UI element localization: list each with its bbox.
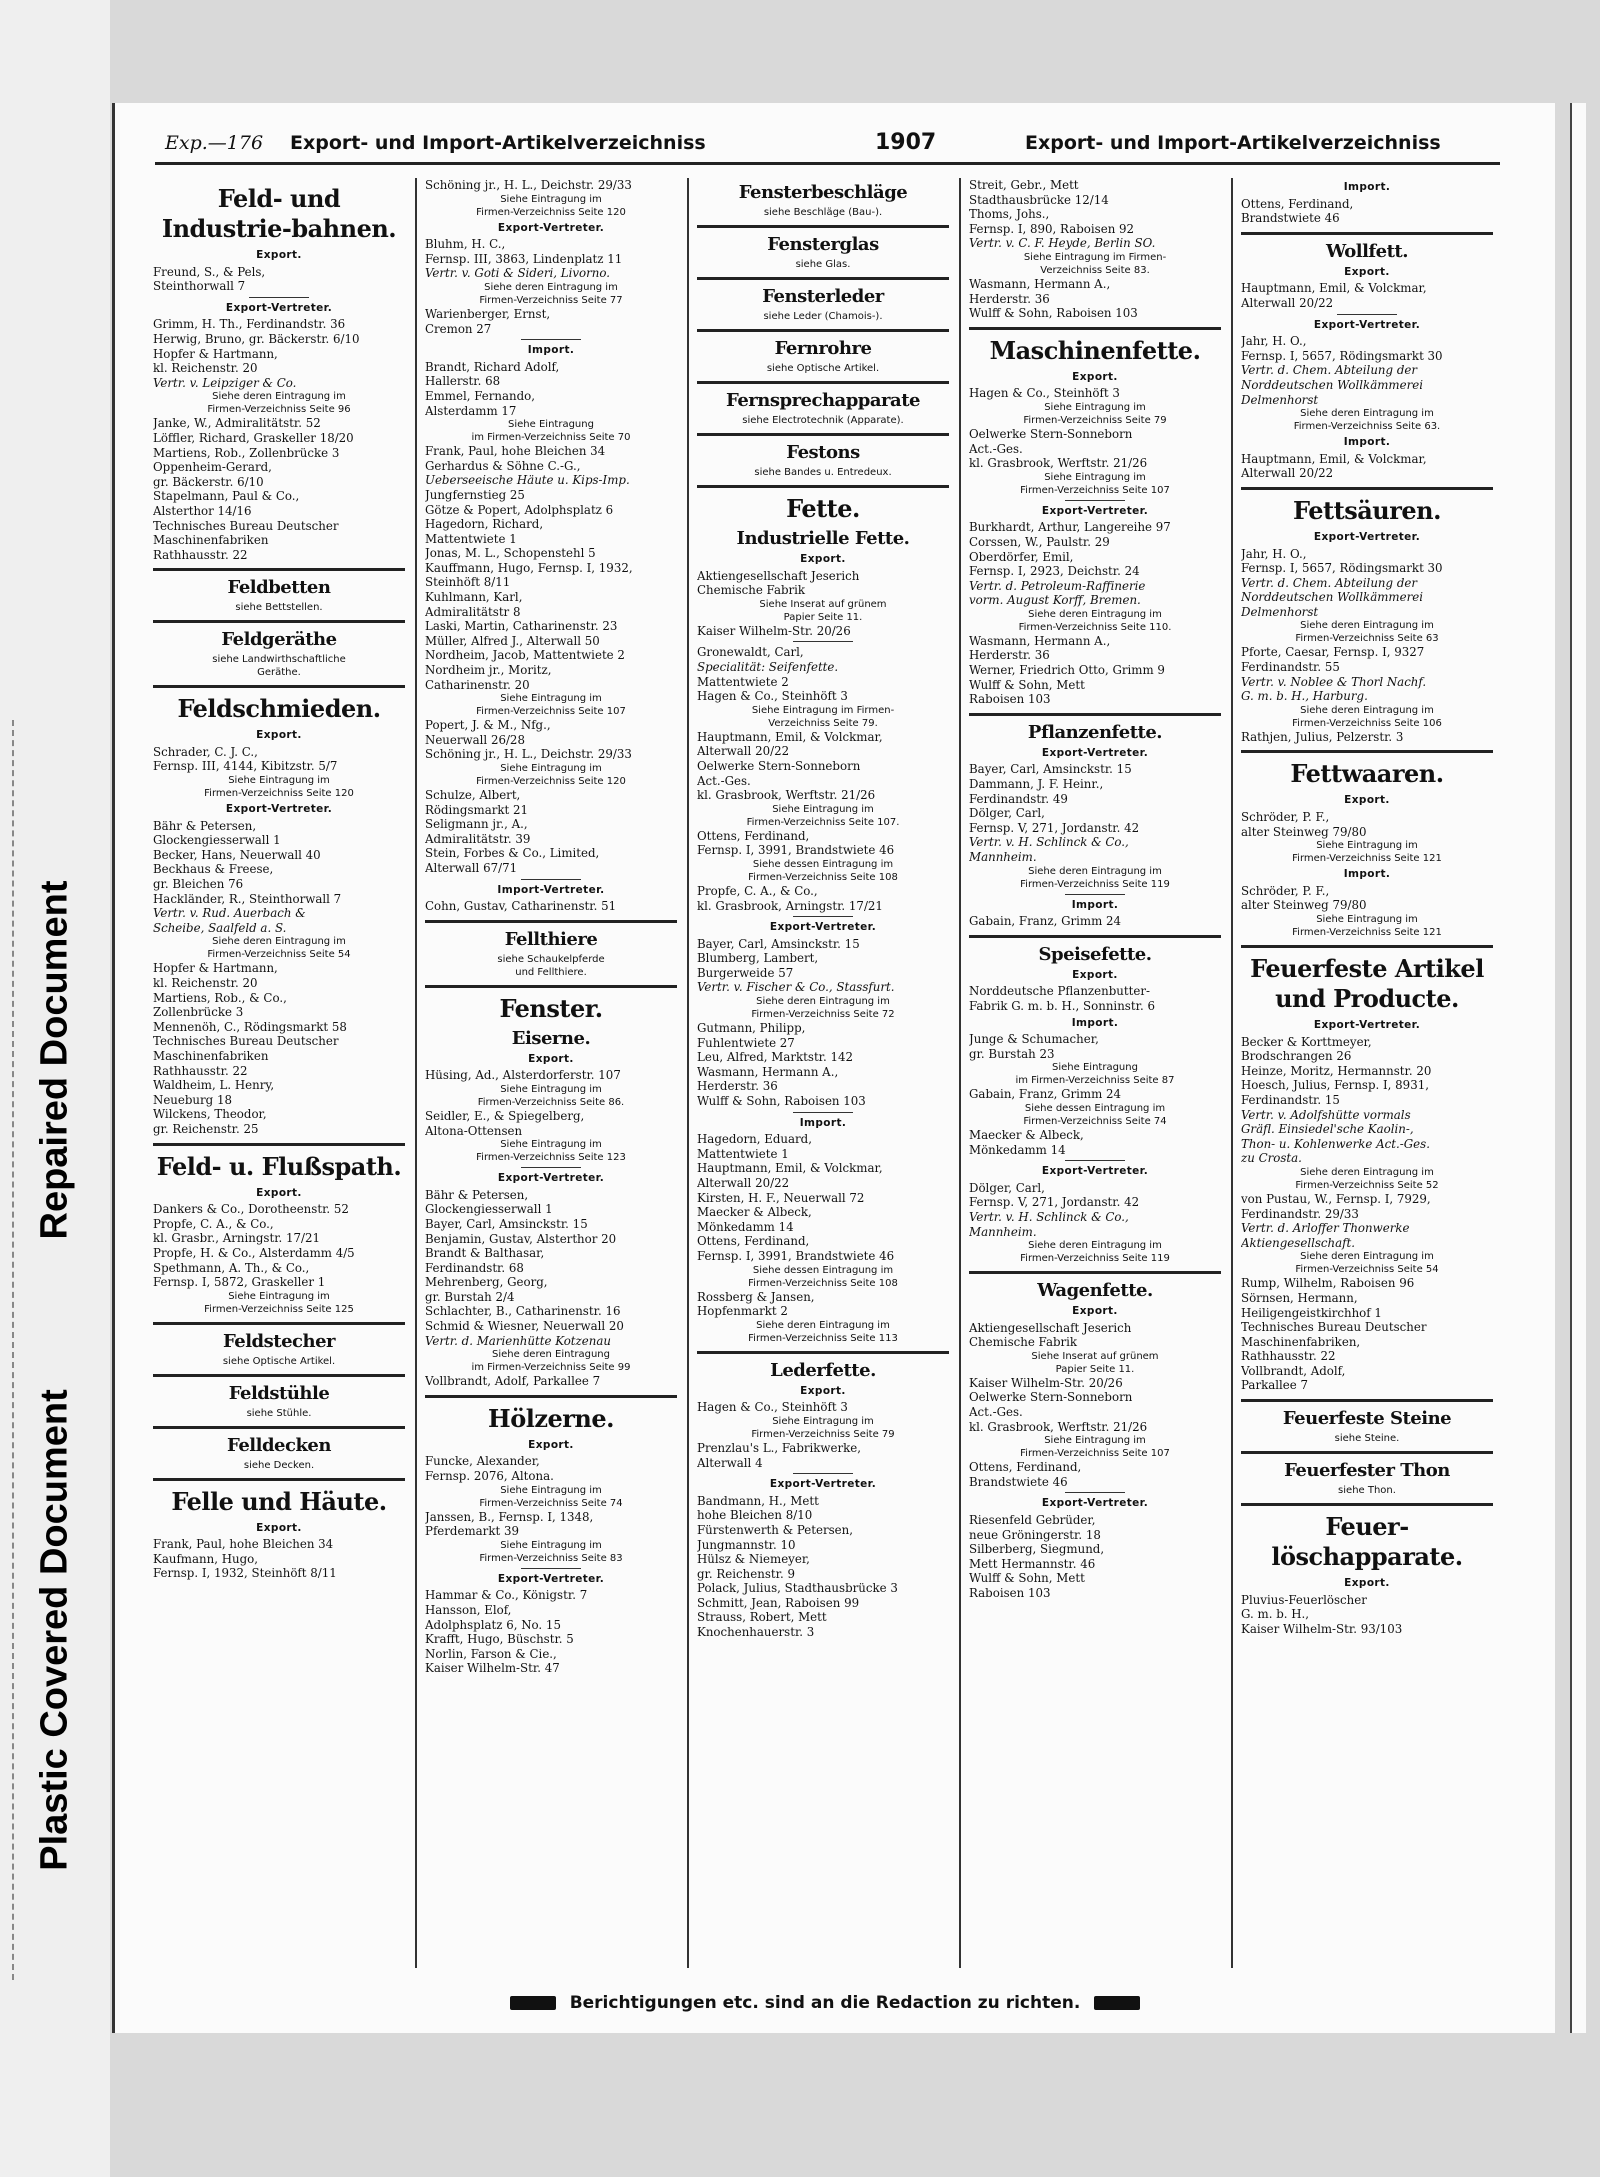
category-label: Import. <box>527 344 575 357</box>
category-label: Export-Vertreter. <box>225 301 333 314</box>
subsection-heading: Industrielle Fette. <box>736 528 910 549</box>
short-divider <box>1065 894 1125 895</box>
cross-reference: Siehe Eintragung im Firmen-Verzeichniss Seite 125 <box>204 1290 354 1315</box>
cross-reference: siehe Electrotechnik (Apparate). <box>742 415 904 426</box>
header-title-left: Export- und Import-Artikelverzeichniss <box>290 132 706 154</box>
section-divider <box>1241 750 1493 753</box>
section-heading: Fenster. <box>499 993 603 1023</box>
cross-reference: Siehe deren Eintragung im Firmen-Verzeichniss Seite 52 <box>1295 1166 1439 1191</box>
section-divider <box>969 935 1221 938</box>
firm-entry: Kaiser Wilhelm-Str. 20/26 Oelwerke Stern-Sonneborn Act.-Ges. kl. Grasbrook, Werftstr. 21/26 <box>969 1375 1148 1434</box>
header-title-right: Export- und Import-Artikelverzeichniss <box>1025 132 1441 154</box>
agency-note: Vertr. v. Goti & Sideri, Livorno. <box>425 266 610 281</box>
subsection-heading: Feldbetten <box>227 577 331 599</box>
category-label: Import. <box>1343 436 1391 449</box>
cross-reference: Siehe deren Eintragung im Firmen-Verzeichniss Seite 99 <box>471 1349 631 1374</box>
firm-entry: Jahr, H. O., Fernsp. I, 5657, Rödingsmarkt 30 <box>1241 546 1443 576</box>
cross-reference: Siehe Eintragung im Firmen-Verzeichniss Seite 70 <box>471 419 631 444</box>
firm-entry: Pforte, Caesar, Fernsp. I, 9327 Ferdinandstr. 55 <box>1241 645 1425 675</box>
cross-reference: Siehe deren Eintragung im Firmen-Verzeichniss Seite 63 <box>1295 620 1439 645</box>
subsection-heading: Felldecken <box>227 1434 331 1456</box>
short-divider <box>1065 500 1125 501</box>
next-page-edge <box>1570 103 1586 2033</box>
cross-reference: Siehe Eintragung im Firmen-Verzeichniss Seite 120 <box>476 193 626 218</box>
firm-entry: Hauptmann, Emil, & Volckmar, Alterwall 20/22 Oelwerke Stern-Sonneborn Act.-Ges. kl. Grasbrook, Werftstr. 21/26 <box>697 729 883 803</box>
category-label: Export. <box>1344 794 1390 807</box>
column-rule <box>415 178 417 1968</box>
firm-entry: Frank, Paul, hohe Bleichen 34 Kaufmann, Hugo, Fernsp. I, 1932, Steinhöft 8/11 <box>153 1537 337 1581</box>
section-divider <box>697 277 949 280</box>
category-label: Export-Vertreter. <box>1041 1497 1149 1510</box>
subsection-heading: Festons <box>786 442 860 463</box>
agency-note: Vertr. d. Chem. Abteilung der Norddeutschen Wollkämmerei Delmenhorst <box>1241 575 1423 619</box>
cross-reference: Siehe Eintragung im Firmen-Verzeichniss Seite 87 <box>1015 1062 1175 1087</box>
short-divider <box>249 297 309 298</box>
firm-entry: Gutmann, Philipp, Fuhlentwiete 27 Leu, Alfred, Marktstr. 142 Wasmann, Hermann A., Herderstr. 36 Wulff & Sohn, Raboisen 103 <box>697 1021 866 1109</box>
short-divider <box>521 339 581 340</box>
category-label: Import. <box>799 1116 847 1129</box>
column-4 <box>969 178 1221 1968</box>
firm-entry: Hopfer & Hartmann, kl. Reichenstr. 20 Martiens, Rob., & Co., Zollenbrücke 3 Mennenöh, C., Rödingsmarkt 58 Technisches Bureau Deutscher Maschinenfabriken Rathhausstr. 22 Waldheim, L. Henry, Neueburg 18 Wilckens, Theodor, gr. Reichenstr. 25 <box>153 961 347 1136</box>
cross-reference: Siehe Eintragung im Firmen-Verzeichniss Seite 123 <box>476 1139 626 1164</box>
plastic-covered-label: Plastic Covered Document <box>33 1389 76 1871</box>
category-label: Export. <box>256 1521 302 1534</box>
firm-entry: Cohn, Gustav, Catharinenstr. 51 <box>425 899 617 914</box>
subsection-heading: Feldstecher <box>222 1330 336 1352</box>
cross-reference: Siehe deren Eintragung im Firmen-Verzeichniss Seite 63. <box>1293 408 1441 433</box>
cross-reference: Siehe deren Eintragung im Firmen-Verzeichniss Seite 110. <box>1018 608 1172 633</box>
section-divider <box>153 1478 405 1481</box>
firm-entry: Ottens, Ferdinand, Brandstwiete 46 <box>969 1460 1082 1489</box>
agency-note: Vertr. v. H. Schlinck & Co., Mannheim. <box>969 835 1129 864</box>
subsection-heading: Lederfette. <box>770 1359 876 1381</box>
cross-reference: siehe Optische Artikel. <box>766 363 880 374</box>
agency-note: Vertr. v. Leipziger & Co. <box>153 375 297 390</box>
firm-entry: Gabain, Franz, Grimm 24 <box>969 914 1122 929</box>
short-divider <box>793 1112 853 1113</box>
firm-entry: von Pustau, W., Fernsp. I, 7929, Ferdinandstr. 29/33 <box>1241 1191 1431 1221</box>
page-footer <box>375 1993 1275 2013</box>
firm-entry: Bayer, Carl, Amsinckstr. 15 Blumberg, Lambert, Burgerweide 57 <box>697 936 860 980</box>
subsection-heading: Speisefette. <box>1038 943 1152 965</box>
cross-reference: siehe Stühle. <box>246 1407 312 1419</box>
section-divider <box>1241 1451 1493 1454</box>
section-divider <box>697 225 949 228</box>
short-divider <box>793 1473 853 1474</box>
firm-entry: Janke, W., Admiralitätstr. 52 Löffler, Richard, Graskeller 18/20 Martiens, Rob., Zollenbrücke 3 Oppenheim-Gerard, gr. Bäckerstr. 6/10 Stapelmann, Paul & Co., Alsterthor 14/16 Technisches Bureau Deutscher Maschinenfabriken Rathhausstr. 22 <box>153 416 354 562</box>
cross-reference: Siehe deren Eintragung im Firmen-Verzeichniss Seite 106 <box>1292 704 1442 729</box>
firm-entry: Janssen, B., Fernsp. I, 1348, Pferdemarkt 39 <box>425 1509 594 1539</box>
subsection-heading: Eiserne. <box>511 1027 591 1049</box>
cross-reference: Siehe deren Eintragung im Firmen-Verzeichniss Seite 119 <box>1020 1240 1170 1265</box>
category-label: Export. <box>528 1052 574 1065</box>
firm-entry: Wasmann, Hermann A., Herderstr. 36 Werner, Friedrich Otto, Grimm 9 Wulff & Sohn, Mett Raboisen 103 <box>969 633 1165 707</box>
cross-reference: Siehe dessen Eintragung im Firmen-Verzeichniss Seite 108 <box>748 1264 898 1289</box>
firm-entry: Riesenfeld Gebrüder, neue Gröningerstr. 18 Silberberg, Siegmund, Mett Hermannstr. 46 Wulff & Sohn, Mett Raboisen 103 <box>969 1513 1105 1600</box>
short-divider <box>1337 314 1397 315</box>
cross-reference: siehe Leder (Chamois-). <box>763 311 883 322</box>
firm-entry: Popert, J. & M., Nfg., Neuerwall 26/28 Schöning jr., H. L., Deichstr. 29/33 <box>425 718 632 762</box>
firm-entry: Bluhm, H. C., Fernsp. III, 3863, Lindenplatz 11 <box>425 237 623 266</box>
cross-reference: Siehe Eintragung im Firmen-Verzeichniss Seite 121 <box>1292 914 1442 938</box>
section-divider <box>1241 945 1493 948</box>
section-heading: Feld- und Industrie-bahnen. <box>161 184 397 243</box>
firm-entry: Hagedorn, Eduard, Mattentwiete 1 Hauptmann, Emil, & Volckmar, Alterwall 20/22 Kirsten, H. F., Neuerwall 72 Maecker & Albeck, Mönkedamm 14 Ottens, Ferdinand, Fernsp. I, 3991, Brandstwiete 46 <box>697 1132 895 1263</box>
section-heading: Hölzerne. <box>488 1403 614 1433</box>
firm-entry: Rossberg & Jansen, Hopfenmarkt 2 <box>697 1289 815 1319</box>
firm-entry: Schöning jr., H. L., Deichstr. 29/33 <box>425 178 632 192</box>
firm-entry: Norddeutsche Pflanzenbutter- Fabrik G. m. b. H., Sonninstr. 6 <box>969 984 1155 1013</box>
agency-note: Vertr. d. Petroleum-Raffinerie vorm. August Korff, Bremen. <box>969 578 1146 608</box>
section-heading: Fettsäuren. <box>1293 495 1441 525</box>
firm-entry: Brandt, Richard Adolf, Hallerstr. 68 Emmel, Fernando, Alsterdamm 17 <box>425 359 560 418</box>
cross-reference: Siehe Eintragung im Firmen-Verzeichniss Seite 120 <box>476 763 626 787</box>
footer-text: Berichtigungen etc. sind an die Redaction zu richten. <box>569 1993 1081 2013</box>
firm-entry: Funcke, Alexander, Fernsp. 2076, Altona. <box>425 1454 554 1484</box>
section-divider <box>969 327 1221 330</box>
section-heading: Fette. <box>786 494 860 523</box>
section-heading: Maschinenfette. <box>989 335 1201 365</box>
section-heading: Feld- u. Flußspath. <box>156 1151 402 1181</box>
section-divider <box>969 1271 1221 1274</box>
cross-reference: Siehe Eintragung im Firmen-Verzeichniss Seite 121 <box>1292 840 1442 865</box>
category-label: Export. <box>528 1438 574 1451</box>
section-heading: Fettwaaren. <box>1290 759 1444 789</box>
cross-reference: Siehe Eintragung im Firmen- Verzeichniss Seite 79. <box>751 704 895 729</box>
firm-entry: Maecker & Albeck, Mönkedamm 14 <box>969 1127 1084 1157</box>
category-label: Export. <box>256 1186 302 1199</box>
firm-entry: Propfe, C. A., & Co., kl. Grasbrook, Arningstr. 17/21 <box>697 883 883 913</box>
subsection-heading: Fellthiere <box>504 928 598 950</box>
firm-entry: Jungfernstieg 25 Götze & Popert, Adolphsplatz 6 Hagedorn, Richard, Mattentwiete 1 Jonas, M. L., Schopenstehl 5 Kauffmann, Hugo, Fernsp. I, 1932, Steinhöft 8/11 Kuhlmann, Karl, Admiralitätstr 8 Laski, Martin, Catharinenstr. 23 Müller, Alfred J., Alterwall 50 Nordheim, Jacob, Mattentwiete 2 Nordheim jr., Moritz, Catharinenstr. 20 <box>425 487 633 692</box>
cross-reference: Siehe deren Eintragung im Firmen-Verzeichniss Seite 96 <box>207 391 351 416</box>
cross-reference: siehe Bandes u. Entredeux. <box>754 467 892 478</box>
subsection-heading: Fensterleder <box>762 286 884 307</box>
short-divider <box>793 916 853 917</box>
page-header <box>155 128 1500 165</box>
subsection-heading: Fensterbeschläge <box>738 182 908 203</box>
cross-reference: Siehe Eintragung im Firmen-Verzeichniss Seite 79 <box>1023 401 1167 426</box>
firm-entry: Ottens, Ferdinand, Fernsp. I, 3991, Brandstwiete 46 <box>697 828 895 858</box>
section-divider <box>1241 487 1493 490</box>
category-label: Import. <box>1071 1016 1119 1029</box>
category-label: Export-Vertreter. <box>497 1572 605 1585</box>
category-label: Export-Vertreter. <box>769 1478 877 1491</box>
cross-reference: Siehe deren Eintragung im Firmen-Verzeichniss Seite 72 <box>751 996 895 1021</box>
agency-note: Vertr. d. Arloffer Thonwerke Aktiengesellschaft. <box>1241 1221 1410 1250</box>
column-3 <box>697 178 949 1968</box>
section-divider <box>697 433 949 436</box>
subsection-heading: Wagenfette. <box>1037 1280 1153 1302</box>
section-divider <box>697 381 949 384</box>
subsection-heading: Fernrohre <box>774 338 872 359</box>
cross-reference: Siehe Eintragung im Firmen-Verzeichniss Seite 107 <box>1020 1435 1170 1460</box>
pointing-hand-icon <box>1094 1996 1140 2010</box>
firm-entry: Hauptmann, Emil, & Volckmar, Alterwall 20/22 <box>1241 451 1427 481</box>
cross-reference: Siehe deren Eintragung im Firmen-Verzeichniss Seite 54 <box>207 936 351 961</box>
cross-reference: Siehe Eintragung im Firmen-Verzeichniss Seite 79 <box>751 1415 895 1440</box>
short-divider <box>521 1568 581 1569</box>
firm-entry: Becker & Korttmeyer, Brodschrangen 26 Heinze, Moritz, Hermannstr. 20 Hoesch, Julius, Fernsp. I, 8931, Ferdinandstr. 15 <box>1241 1034 1432 1107</box>
cross-reference: siehe Landwirthschaftliche Geräthe. <box>212 654 346 679</box>
firm-entry: Pluvius-Feuerlöscher G. m. b. H., Kaiser Wilhelm-Str. 93/103 <box>1241 1592 1403 1636</box>
subsection-heading: Wollfett. <box>1325 240 1409 262</box>
cross-reference: Siehe deren Eintragung im Firmen-Verzeichniss Seite 54 <box>1295 1251 1439 1276</box>
agency-note: Ueberseeische Häute u. Kips-Imp. <box>425 473 630 488</box>
category-label: Export-Vertreter. <box>497 221 605 234</box>
firm-entry: Rump, Wilhelm, Raboisen 96 Sörnsen, Hermann, Heiligengeistkirchhof 1 Technisches Bureau Deutscher Maschinenfabriken, Rathhausstr. 22 Vollbrandt, Adolf, Parkallee 7 <box>1241 1276 1427 1393</box>
section-divider <box>153 1374 405 1377</box>
column-5 <box>1241 178 1493 1968</box>
category-label: Export-Vertreter. <box>1041 1165 1149 1178</box>
cross-reference: Siehe Inserat auf grünem Papier Seite 11. <box>759 598 887 623</box>
firm-entry: Bayer, Carl, Amsinckstr. 15 Dammann, J. F. Heinr., Ferdinandstr. 49 Dölger, Carl, Fernsp. V, 271, Jordanstr. 42 <box>969 762 1140 835</box>
category-label: Import. <box>1343 181 1391 193</box>
firm-entry: Gabain, Franz, Grimm 24 <box>969 1087 1122 1102</box>
column-rule <box>1231 178 1233 1968</box>
firm-entry: Schröder, P. F., alter Steinweg 79/80 <box>1241 883 1367 913</box>
agency-note: Vertr. v. C. F. Heyde, Berlin SO. <box>969 236 1156 251</box>
firm-entry: Burkhardt, Arthur, Langereihe 97 Corssen, W., Paulstr. 29 Oberdörfer, Emil, Fernsp. I, 2923, Deichstr. 24 <box>969 520 1171 579</box>
agency-note: Vertr. v. H. Schlinck & Co., Mannheim. <box>969 1209 1129 1239</box>
short-divider <box>1065 1492 1125 1493</box>
cross-reference: Siehe Inserat auf grünem Papier Seite 11. <box>1031 1350 1159 1375</box>
firm-entry: Junge & Schumacher, gr. Burstah 23 <box>969 1032 1099 1061</box>
section-divider <box>153 1143 405 1146</box>
firm-entry: Hagen & Co., Steinhöft 3 <box>969 386 1120 401</box>
firm-entry: Freund, S., & Pels, Steinthorwall 7 <box>153 264 266 294</box>
firm-entry: Hüsing, Ad., Alsterdorferstr. 107 <box>425 1068 621 1083</box>
category-label: Export-Vertreter. <box>1041 504 1149 517</box>
category-label: Import-Vertreter. <box>497 883 605 896</box>
section-divider <box>153 620 405 623</box>
cross-reference: siehe Schaukelpferde und Fellthiere. <box>497 953 605 978</box>
firm-entry: Vollbrandt, Adolf, Parkallee 7 <box>425 1374 601 1389</box>
category-label: Export. <box>1344 265 1390 278</box>
sidebar-margin <box>0 0 110 2177</box>
category-label: Export. <box>256 249 302 261</box>
category-label: Export. <box>1072 370 1118 383</box>
cross-reference: Siehe dessen Eintragung im Firmen-Verzeichniss Seite 74 <box>1023 1102 1167 1127</box>
agency-note: Vertr. v. Adolfshütte vormals Gräfl. Einsiedel'sche Kaolin-, Thon- u. Kohlenwerke Act.-Ges. zu Crosta. <box>1241 1107 1430 1166</box>
firm-entry: Mattentwiete 2 Hagen & Co., Steinhöft 3 <box>697 674 848 704</box>
section-divider <box>697 1351 949 1354</box>
cross-reference: Siehe deren Eintragung im Firmen-Verzeichniss Seite 113 <box>748 1319 898 1344</box>
category-label: Export. <box>1344 1577 1390 1590</box>
firm-entry: Schulze, Albert, Rödingsmarkt 21 Seligmann jr., A., Admiralitätstr. 39 Stein, Forbes & Co., Limited, Alterwall 67/71 <box>425 788 600 875</box>
section-heading: Feldschmieden. <box>177 694 381 724</box>
firm-entry: Frank, Paul, hohe Bleichen 34 Gerhardus & Söhne C.-G., <box>425 444 606 473</box>
category-label: Export-Vertreter. <box>1313 1019 1421 1031</box>
firm-entry: Warienberger, Ernst, Cremon 27 <box>425 306 551 336</box>
firm-entry: Bähr & Petersen, Glockengiesserwall 1 Becker, Hans, Neuerwall 40 Beckhaus & Freese, gr. Bleichen 76 Hackländer, R., Steinthorwall 7 <box>153 818 342 906</box>
section-divider <box>425 985 677 988</box>
subsection-heading: Feuerfester Thon <box>1284 1460 1450 1482</box>
firm-entry: Hagen & Co., Steinhöft 3 <box>697 1400 848 1415</box>
section-divider <box>1241 1503 1493 1506</box>
firm-entry: Ottens, Ferdinand, Brandstwiete 46 <box>1241 196 1354 226</box>
agency-note: Vertr. v. Rud. Auerbach & Scheibe, Saalfeld a. S. <box>153 906 306 935</box>
firm-entry: Prenzlau's L., Fabrikwerke, Alterwall 4 <box>697 1440 862 1470</box>
cross-reference: Siehe Eintragung im Firmen-Verzeichniss Seite 86. <box>477 1083 625 1108</box>
cross-reference: siehe Optische Artikel. <box>222 1355 336 1367</box>
cross-reference: siehe Steine. <box>1334 1433 1400 1445</box>
firm-entry: Dankers & Co., Dorotheenstr. 52 Propfe, C. A., & Co., kl. Grasbr., Arningstr. 17/21 Propfe, H. & Co., Alsterdamm 4/5 Spethmann, A. Th., & Co., Fernsp. I, 5872, Graskeller 1 <box>153 1202 355 1290</box>
cross-reference: siehe Thon. <box>1338 1485 1396 1497</box>
subsection-heading: Feuerfeste Steine <box>1282 1408 1452 1430</box>
section-divider <box>425 920 677 923</box>
firm-entry: Seidler, E., & Spiegelberg, Altona-Ottensen <box>425 1108 585 1138</box>
short-divider <box>1065 1160 1125 1161</box>
cross-reference: siehe Beschläge (Bau-). <box>763 207 883 218</box>
column-rule <box>959 178 961 1968</box>
firm-entry: Jahr, H. O., Fernsp. I, 5657, Rödingsmarkt 30 <box>1241 334 1443 363</box>
firm-entry: Gronewaldt, Carl, <box>697 645 804 660</box>
firm-entry: Bähr & Petersen, Glockengiesserwall 1 Bayer, Carl, Amsinckstr. 15 Benjamin, Gustav, Alsterthor 20 Brandt & Balthasar, Ferdinandstr. 68 Mehrenberg, Georg, gr. Burstah 2/4 Schlachter, B., Catharinenstr. 16 Schmid & Wiesner, Neuerwall 20 <box>425 1187 624 1334</box>
category-label: Export. <box>1072 1305 1118 1318</box>
cross-reference: Siehe Eintragung im Firmen-Verzeichniss Seite 107 <box>1020 471 1170 496</box>
firm-entry: Kaiser Wilhelm-Str. 20/26 <box>697 623 851 638</box>
column-2 <box>425 178 677 1968</box>
cross-reference: Siehe Eintragung im Firmen-Verzeichniss Seite 74 <box>479 1484 623 1509</box>
firm-entry: Rathjen, Julius, Pelzerstr. 3 <box>1241 729 1404 744</box>
firm-entry: Schrader, C. J. C., Fernsp. III, 4144, Kibitzstr. 5/7 <box>153 744 338 774</box>
subsection-heading: Feldgeräthe <box>221 629 337 651</box>
dashed-divider <box>12 720 16 1980</box>
category-label: Export-Vertreter. <box>1041 746 1149 759</box>
column-1 <box>153 178 405 1968</box>
subsection-heading: Feldstühle <box>228 1382 330 1404</box>
page-number: Exp.—176 <box>165 132 264 154</box>
firm-entry: Hauptmann, Emil, & Volckmar, Alterwall 20/22 <box>1241 281 1427 310</box>
cross-reference: Siehe Eintragung im Firmen-Verzeichniss Seite 83 <box>479 1539 623 1564</box>
firm-entry: Streit, Gebr., Mett Stadthausbrücke 12/14 Thoms, Johs., Fernsp. I, 890, Raboisen 92 <box>969 178 1135 236</box>
category-label: Export. <box>800 553 846 565</box>
section-heading: Feuerfeste Artikel und Producte. <box>1250 954 1484 1013</box>
cross-reference: siehe Decken. <box>243 1459 315 1471</box>
section-divider <box>697 329 949 332</box>
firm-entry: Wasmann, Hermann A., Herderstr. 36 Wulff & Sohn, Raboisen 103 <box>969 276 1138 321</box>
subsection-heading: Pflanzenfette. <box>1027 721 1163 743</box>
cross-reference: Siehe Eintragung im Firmen-Verzeichniss Seite 120 <box>204 775 354 800</box>
cross-reference: Siehe deren Eintragung im Firmen-Verzeichniss Seite 119 <box>1020 865 1170 890</box>
section-divider <box>1241 232 1493 235</box>
firm-entry: Oelwerke Stern-Sonneborn Act.-Ges. kl. Grasbrook, Werftstr. 21/26 <box>969 426 1148 471</box>
document-page <box>112 103 1555 2033</box>
category-label: Export. <box>256 729 302 742</box>
cross-reference: siehe Glas. <box>795 259 851 270</box>
agency-note: Vertr. v. Noblee & Thorl Nachf. G. m. b. H., Harburg. <box>1241 674 1427 704</box>
agency-note: Specialität: Seifenfette. <box>697 659 839 674</box>
cross-reference: Siehe Eintragung im Firmen-Verzeichniss Seite 107 <box>476 693 626 718</box>
category-label: Export. <box>800 1384 846 1397</box>
section-divider <box>425 1395 677 1398</box>
agency-note: Vertr. d. Marienhütte Kotzenau <box>425 1333 611 1348</box>
firm-entry: Bandmann, H., Mett hohe Bleichen 8/10 Fürstenwerth & Petersen, Jungmannstr. 10 Hülsz & Niemeyer, gr. Reichenstr. 9 Polack, Julius, Stadthausbrücke 3 Schmitt, Jean, Raboisen 99 Strauss, Robert, Mett Knochenhauerstr. 3 <box>697 1493 898 1640</box>
cross-reference: Siehe deren Eintragung im Firmen-Verzeichniss Seite 77 <box>479 281 623 306</box>
cross-reference: Siehe dessen Eintragung im Firmen-Verzeichniss Seite 108 <box>748 858 898 883</box>
category-label: Import. <box>1071 898 1119 911</box>
section-divider <box>153 685 405 688</box>
header-year: 1907 <box>875 130 937 155</box>
section-divider <box>697 485 949 488</box>
cross-reference: siehe Bettstellen. <box>235 602 323 614</box>
firm-entry: Grimm, H. Th., Ferdinandstr. 36 Herwig, Bruno, gr. Bäckerstr. 6/10 Hopfer & Hartmann, kl. Reichenstr. 20 <box>153 317 360 376</box>
section-divider <box>153 1322 405 1325</box>
category-label: Export-Vertreter. <box>1313 318 1421 331</box>
category-label: Export. <box>1072 968 1118 981</box>
short-divider <box>793 641 853 642</box>
column-rule <box>687 178 689 1968</box>
firm-entry: Dölger, Carl, Fernsp. V, 271, Jordanstr. 42 <box>969 1180 1140 1210</box>
section-divider <box>1241 1399 1493 1402</box>
subsection-heading: Fernsprechapparate <box>726 390 920 411</box>
category-label: Export-Vertreter. <box>1313 530 1421 543</box>
category-label: Import. <box>1343 868 1391 881</box>
cross-reference: Siehe Eintragung im Firmen- Verzeichniss Seite 83. <box>1023 251 1167 276</box>
agency-note: Vertr. v. Fischer & Co., Stassfurt. <box>697 980 895 995</box>
section-heading: Feuer-löschapparate. <box>1271 1512 1463 1572</box>
pointing-hand-icon <box>510 1996 556 2010</box>
section-divider <box>153 1426 405 1429</box>
section-heading: Felle und Häute. <box>171 1486 387 1516</box>
short-divider <box>521 1167 581 1168</box>
firm-entry: Hammar & Co., Königstr. 7 Hansson, Elof, Adolphsplatz 6, No. 15 Krafft, Hugo, Büschstr. 5 Norlin, Farson & Cie., Kaiser Wilhelm-Str. 47 <box>425 1588 588 1676</box>
short-divider <box>521 879 581 880</box>
category-label: Export-Vertreter. <box>497 1172 605 1185</box>
cross-reference: Siehe Eintragung im Firmen-Verzeichniss Seite 107. <box>746 803 900 828</box>
agency-note: Vertr. d. Chem. Abteilung der Norddeutschen Wollkämmerei Delmenhorst <box>1241 363 1423 407</box>
firm-entry: Aktiengesellschaft Jeserich Chemische Fabrik <box>697 568 860 598</box>
subsection-heading: Fensterglas <box>767 234 879 255</box>
repaired-document-label: Repaired Document <box>33 880 76 1240</box>
section-divider <box>969 713 1221 716</box>
firm-entry: Schröder, P. F., alter Steinweg 79/80 <box>1241 810 1367 839</box>
category-label: Export-Vertreter. <box>769 921 877 934</box>
section-divider <box>153 568 405 571</box>
category-label: Export-Vertreter. <box>225 803 333 816</box>
firm-entry: Aktiengesellschaft Jeserich Chemische Fabrik <box>969 1320 1132 1350</box>
